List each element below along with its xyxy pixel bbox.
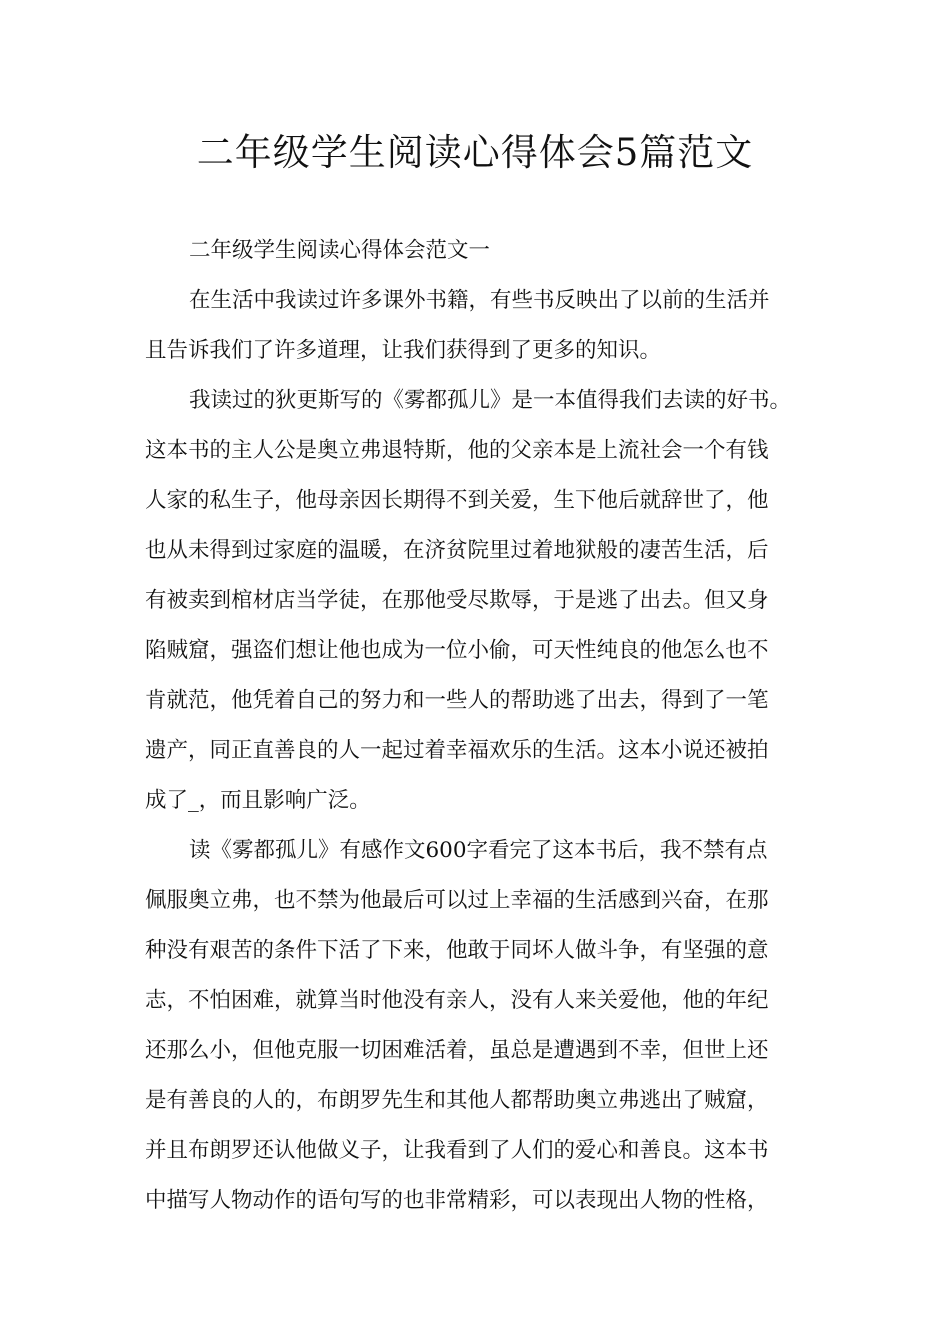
paragraph-line: 成了_，而且影响广泛。 (145, 788, 371, 813)
paragraph-1 (145, 276, 810, 376)
paragraph-line: 中描写人物动作的语句写的也非常精彩，可以表现出人物的性格， (145, 1188, 769, 1213)
paragraph-line: 并且布朗罗还认他做义子，让我看到了人们的爱心和善良。这本书 (145, 1138, 769, 1163)
paragraph-line: 是有善良的人的，布朗罗先生和其他人都帮助奥立弗逃出了贼窟， (145, 1088, 769, 1113)
paragraph-line: 陷贼窟，强盗们想让他也成为一位小偷，可天性纯良的他怎么也不 (145, 638, 769, 663)
paragraph-line: 佩服奥立弗，也不禁为他最后可以过上幸福的生活感到兴奋，在那 (145, 888, 769, 913)
paragraph-line: 在生活中我读过许多课外书籍，有些书反映出了以前的生活并 (189, 288, 770, 313)
paragraph-line: 种没有艰苦的条件下活了下来，他敢于同坏人做斗争，有坚强的意 (145, 938, 769, 963)
paragraph-2 (145, 376, 810, 826)
paragraph-line: 遗产，同正直善良的人一起过着幸福欢乐的生活。这本小说还被拍 (145, 738, 769, 763)
document-title: 二年级学生阅读心得体会5篇范文 (196, 131, 754, 174)
paragraph-line: 且告诉我们了许多道理，让我们获得到了更多的知识。 (145, 338, 662, 363)
paragraph-line: 这本书的主人公是奥立弗退特斯，他的父亲本是上流社会一个有钱 (145, 438, 769, 463)
document-body (145, 226, 810, 1226)
paragraph-line: 志，不怕困难，就算当时他没有亲人，没有人来关爱他，他的年纪 (145, 988, 769, 1013)
paragraph-line: 人家的私生子，他母亲因长期得不到关爱，生下他后就辞世了，他 (145, 488, 769, 513)
paragraph-line: 也从未得到过家庭的温暖，在济贫院里过着地狱般的凄苦生活，后 (145, 538, 769, 563)
paragraph-line: 有被卖到棺材店当学徒，在那他受尽欺辱，于是逃了出去。但又身 (145, 588, 769, 613)
paragraph-line: 读《雾都孤儿》有感作文600字看完了这本书后，我不禁有点 (189, 838, 768, 863)
paragraph-line: 还那么小，但他克服一切困难活着，虽总是遭遇到不幸，但世上还 (145, 1038, 769, 1063)
section-heading: 二年级学生阅读心得体会范文一 (189, 238, 491, 263)
paragraph-line: 我读过的狄更斯写的《雾都孤儿》是一本值得我们去读的好书。 (189, 388, 792, 413)
paragraph-line: 肯就范，他凭着自己的努力和一些人的帮助逃了出去，得到了一笔 (145, 688, 769, 713)
paragraph-3 (145, 826, 810, 1226)
